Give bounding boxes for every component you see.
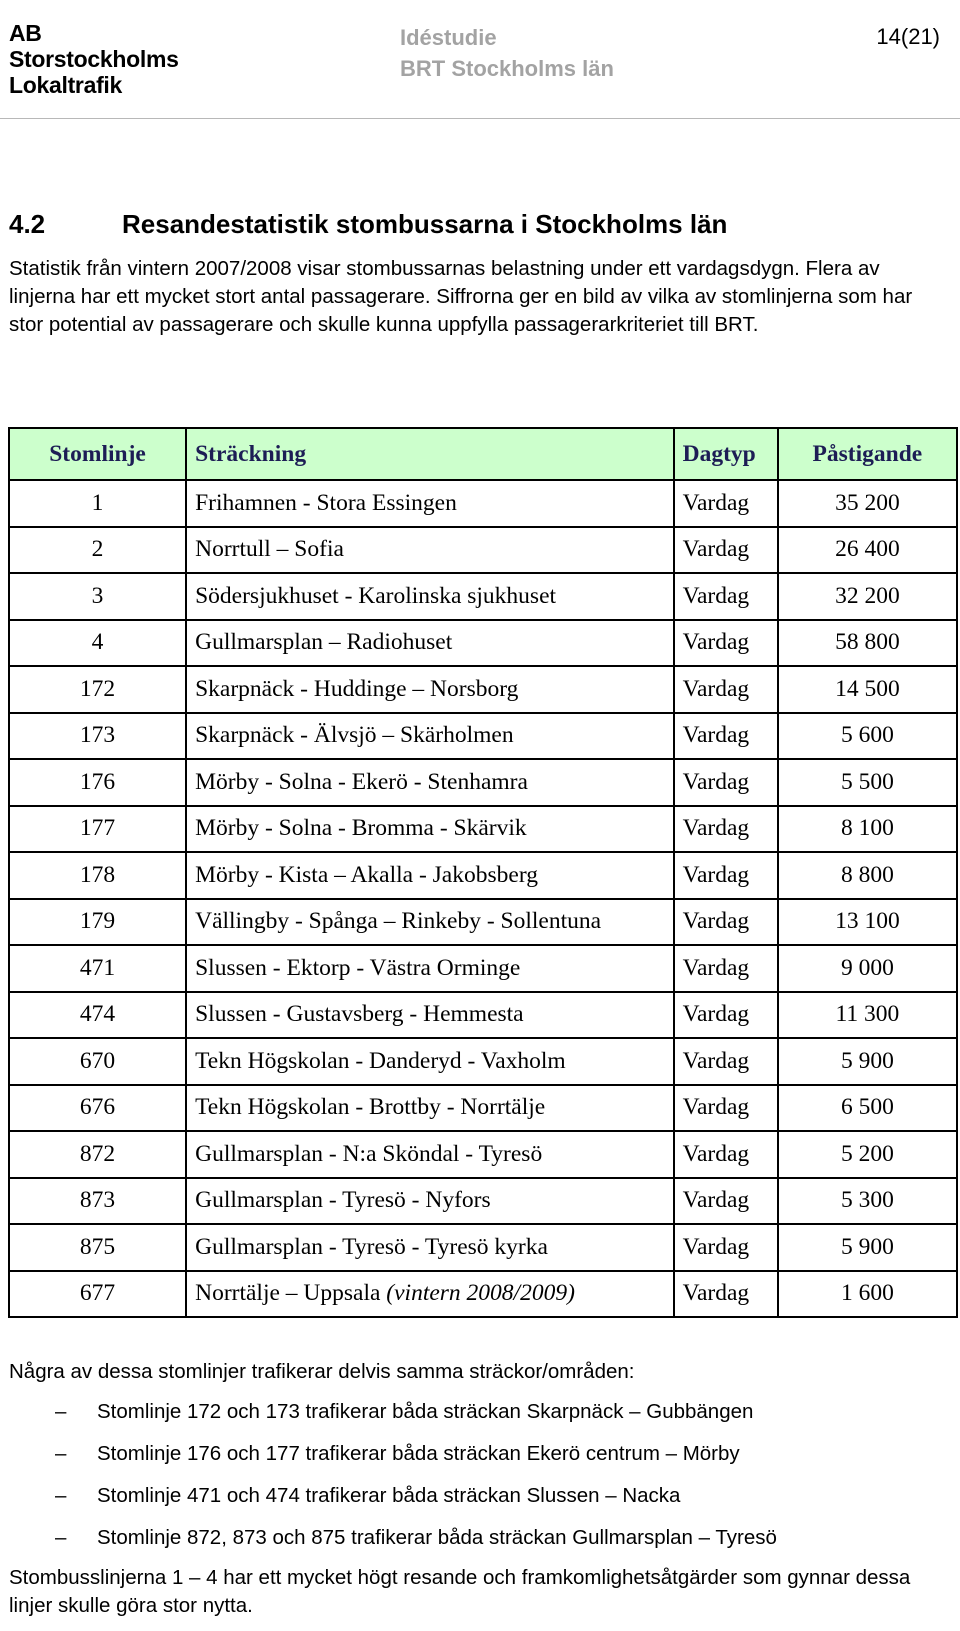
line-cell: 173 bbox=[9, 713, 186, 760]
document-title-line: BRT Stockholms län bbox=[400, 56, 614, 81]
route-text: Gullmarsplan - N:a Sköndal - Tyresö bbox=[195, 1140, 543, 1167]
boardings-cell: 8 100 bbox=[778, 806, 957, 853]
boardings-cell: 35 200 bbox=[778, 480, 957, 527]
line-cell: 873 bbox=[9, 1178, 186, 1225]
table-row bbox=[9, 1038, 957, 1085]
line-cell: 1 bbox=[9, 480, 186, 527]
route-text: Norrtull – Sofia bbox=[195, 536, 344, 563]
dash-bullet: – bbox=[55, 1526, 67, 1549]
route-text: Mörby - Solna - Ekerö - Stenhamra bbox=[195, 768, 528, 795]
daytype-cell: Vardag bbox=[674, 620, 778, 667]
route-text: Gullmarsplan – Radiohuset bbox=[195, 629, 453, 656]
table-row bbox=[9, 1131, 957, 1178]
line-cell: 177 bbox=[9, 806, 186, 853]
boardings-cell: 58 800 bbox=[778, 620, 957, 667]
route-cell bbox=[186, 527, 674, 574]
document-title-line: Idéstudie bbox=[400, 25, 497, 50]
route-cell bbox=[186, 759, 674, 806]
list-item-text: Stomlinje 176 och 177 trafikerar båda sträckan Ekerö centrum – Mörby bbox=[97, 1442, 740, 1465]
boardings-cell: 5 500 bbox=[778, 759, 957, 806]
intro-paragraph: Statistik från vintern 2007/2008 visar stombussarnas belastning under ett vardagsdygn. Flera av linjerna har ett mycket stort antal passagerare. Siffrorna ger en bild av vilka av stomlinjerna som har stor potential av passagerare och skulle kunna uppfylla passagerarkriteriet till BRT. bbox=[9, 257, 913, 336]
line-cell: 4 bbox=[9, 620, 186, 667]
table-header-row bbox=[9, 428, 957, 480]
boardings-cell: 32 200 bbox=[778, 573, 957, 620]
table-row bbox=[9, 713, 957, 760]
table-row bbox=[9, 573, 957, 620]
boardings-cell: 5 600 bbox=[778, 713, 957, 760]
line-cell: 471 bbox=[9, 945, 186, 992]
document-title bbox=[400, 22, 614, 84]
route-cell bbox=[186, 1224, 674, 1271]
line-cell: 474 bbox=[9, 992, 186, 1039]
route-cell bbox=[186, 1131, 674, 1178]
section-number: 4.2 bbox=[9, 209, 46, 239]
page-number: 14(21) bbox=[876, 24, 940, 49]
boardings-cell: 11 300 bbox=[778, 992, 957, 1039]
route-text: Slussen - Gustavsberg - Hemmesta bbox=[195, 1001, 524, 1028]
route-cell bbox=[186, 1038, 674, 1085]
route-cell bbox=[186, 945, 674, 992]
conclusion-paragraph: Stombusslinjerna 1 – 4 har ett mycket högt resande och framkomlighetsåtgärder som gynnar dessa linjer skulle göra stor nytta. bbox=[9, 1566, 911, 1617]
daytype-cell: Vardag bbox=[674, 573, 778, 620]
route-cell bbox=[186, 620, 674, 667]
route-text: Vällingby - Spånga – Rinkeby - Sollentuna bbox=[195, 908, 602, 935]
boardings-cell: 8 800 bbox=[778, 852, 957, 899]
daytype-cell: Vardag bbox=[674, 713, 778, 760]
line-cell: 3 bbox=[9, 573, 186, 620]
route-note: (vintern 2008/2009) bbox=[386, 1280, 575, 1307]
route-text: Norrtälje – Uppsala bbox=[195, 1280, 387, 1307]
table-row bbox=[9, 759, 957, 806]
route-cell bbox=[186, 713, 674, 760]
boardings-cell: 14 500 bbox=[778, 666, 957, 713]
route-cell bbox=[186, 666, 674, 713]
route-text: Tekn Högskolan - Brottby - Norrtälje bbox=[195, 1094, 546, 1121]
route-cell bbox=[186, 899, 674, 946]
boardings-cell: 5 900 bbox=[778, 1038, 957, 1085]
line-cell: 677 bbox=[9, 1271, 186, 1318]
column-header-daytype: Dagtyp bbox=[674, 428, 778, 480]
daytype-cell: Vardag bbox=[674, 527, 778, 574]
column-header-route: Sträckning bbox=[186, 428, 674, 480]
logo-line: Storstockholms bbox=[9, 46, 179, 72]
daytype-cell: Vardag bbox=[674, 666, 778, 713]
table-row bbox=[9, 527, 957, 574]
line-cell: 176 bbox=[9, 759, 186, 806]
line-cell: 670 bbox=[9, 1038, 186, 1085]
overlap-intro: Några av dessa stomlinjer trafikerar delvis samma sträckor/områden: bbox=[9, 1360, 635, 1383]
boardings-cell: 5 200 bbox=[778, 1131, 957, 1178]
logo-line: AB bbox=[9, 20, 42, 46]
table-row bbox=[9, 1085, 957, 1132]
daytype-cell: Vardag bbox=[674, 1178, 778, 1225]
route-text: Frihamnen - Stora Essingen bbox=[195, 489, 457, 516]
route-text: Södersjukhuset - Karolinska sjukhuset bbox=[195, 582, 557, 609]
table-row bbox=[9, 1224, 957, 1271]
line-cell: 872 bbox=[9, 1131, 186, 1178]
route-cell bbox=[186, 806, 674, 853]
boardings-cell: 5 300 bbox=[778, 1178, 957, 1225]
line-cell: 178 bbox=[9, 852, 186, 899]
route-text: Mörby - Kista – Akalla - Jakobsberg bbox=[195, 861, 538, 888]
daytype-cell: Vardag bbox=[674, 759, 778, 806]
line-cell: 875 bbox=[9, 1224, 186, 1271]
route-text: Slussen - Ektorp - Västra Orminge bbox=[195, 954, 521, 981]
table-row bbox=[9, 620, 957, 667]
route-cell bbox=[186, 852, 674, 899]
daytype-cell: Vardag bbox=[674, 1271, 778, 1318]
route-statistics-table bbox=[8, 427, 958, 1318]
line-cell: 172 bbox=[9, 666, 186, 713]
table-row bbox=[9, 806, 957, 853]
route-cell bbox=[186, 1085, 674, 1132]
section-heading bbox=[9, 207, 727, 241]
boardings-cell: 1 600 bbox=[778, 1271, 957, 1318]
line-cell: 179 bbox=[9, 899, 186, 946]
daytype-cell: Vardag bbox=[674, 1038, 778, 1085]
boardings-cell: 5 900 bbox=[778, 1224, 957, 1271]
route-cell bbox=[186, 1178, 674, 1225]
boardings-cell: 6 500 bbox=[778, 1085, 957, 1132]
logo-line: Lokaltrafik bbox=[9, 72, 123, 98]
boardings-cell: 9 000 bbox=[778, 945, 957, 992]
daytype-cell: Vardag bbox=[674, 1131, 778, 1178]
table-row bbox=[9, 1271, 957, 1318]
route-text: Gullmarsplan - Tyresö - Tyresö kyrka bbox=[195, 1233, 548, 1260]
header-divider bbox=[0, 118, 960, 119]
route-text: Tekn Högskolan - Danderyd - Vaxholm bbox=[195, 1047, 566, 1074]
route-text: Gullmarsplan - Tyresö - Nyfors bbox=[195, 1187, 491, 1214]
daytype-cell: Vardag bbox=[674, 480, 778, 527]
table-row bbox=[9, 852, 957, 899]
daytype-cell: Vardag bbox=[674, 1224, 778, 1271]
company-logo bbox=[9, 20, 179, 98]
route-text: Mörby - Solna - Bromma - Skärvik bbox=[195, 815, 527, 842]
route-cell bbox=[186, 573, 674, 620]
route-cell bbox=[186, 1271, 674, 1318]
daytype-cell: Vardag bbox=[674, 992, 778, 1039]
route-cell bbox=[186, 992, 674, 1039]
daytype-cell: Vardag bbox=[674, 806, 778, 853]
column-header-line: Stomlinje bbox=[9, 428, 186, 480]
dash-bullet: – bbox=[55, 1442, 67, 1465]
daytype-cell: Vardag bbox=[674, 899, 778, 946]
daytype-cell: Vardag bbox=[674, 1085, 778, 1132]
route-text: Skarpnäck - Huddinge – Norsborg bbox=[195, 675, 519, 702]
daytype-cell: Vardag bbox=[674, 852, 778, 899]
table-row bbox=[9, 945, 957, 992]
column-header-boardings: Påstigande bbox=[778, 428, 957, 480]
line-cell: 676 bbox=[9, 1085, 186, 1132]
table-row bbox=[9, 992, 957, 1039]
table-row bbox=[9, 899, 957, 946]
dash-bullet: – bbox=[55, 1400, 67, 1423]
boardings-cell: 26 400 bbox=[778, 527, 957, 574]
table-row bbox=[9, 480, 957, 527]
route-text: Skarpnäck - Älvsjö – Skärholmen bbox=[195, 722, 514, 749]
daytype-cell: Vardag bbox=[674, 945, 778, 992]
table-row bbox=[9, 666, 957, 713]
table-row bbox=[9, 1178, 957, 1225]
line-cell: 2 bbox=[9, 527, 186, 574]
section-title: Resandestatistik stombussarna i Stockholms län bbox=[122, 209, 728, 239]
list-item-text: Stomlinje 872, 873 och 875 trafikerar båda sträckan Gullmarsplan – Tyresö bbox=[97, 1526, 777, 1549]
list-item-text: Stomlinje 471 och 474 trafikerar båda sträckan Slussen – Nacka bbox=[97, 1484, 681, 1507]
boardings-cell: 13 100 bbox=[778, 899, 957, 946]
route-cell bbox=[186, 480, 674, 527]
list-item-text: Stomlinje 172 och 173 trafikerar båda sträckan Skarpnäck – Gubbängen bbox=[97, 1400, 754, 1423]
table-body bbox=[9, 480, 957, 1317]
dash-bullet: – bbox=[55, 1484, 67, 1507]
